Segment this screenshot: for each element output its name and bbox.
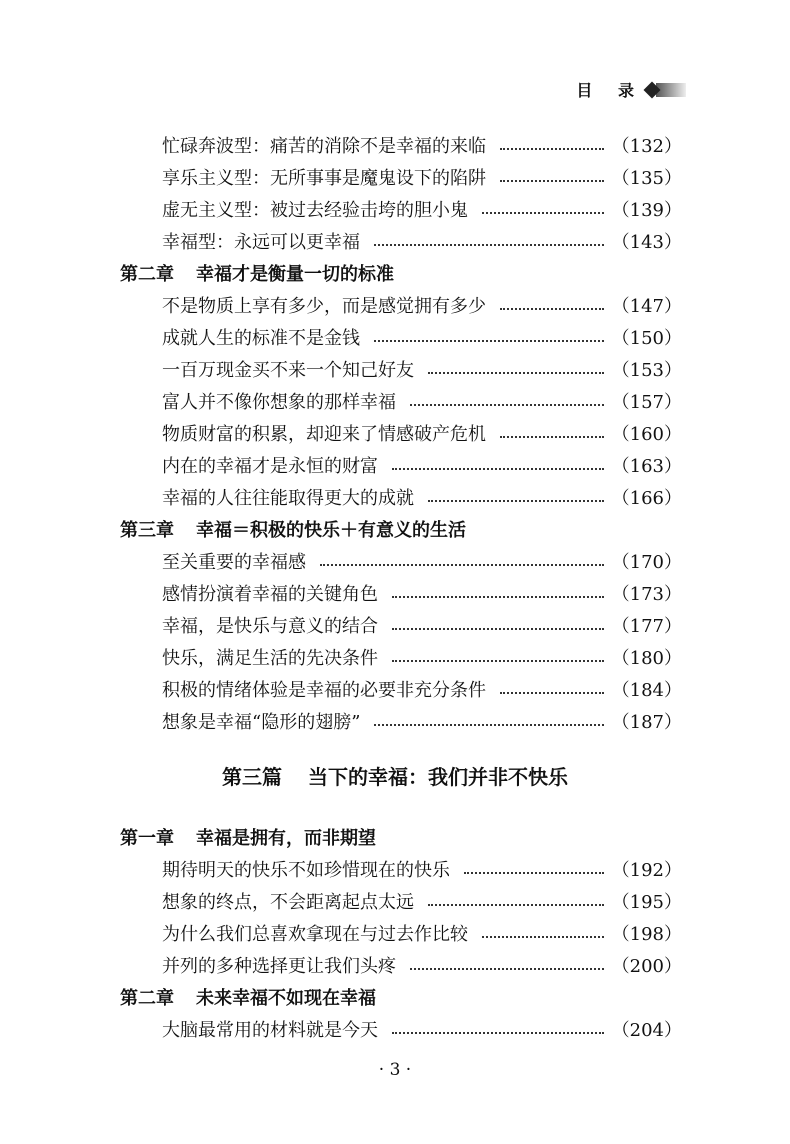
toc-entry[interactable] bbox=[162, 578, 682, 608]
entry-page: （173） bbox=[611, 584, 682, 605]
toc-entry[interactable] bbox=[162, 1014, 682, 1044]
dot-leader bbox=[500, 434, 604, 438]
entry-title: 至关重要的幸福感 bbox=[162, 552, 306, 573]
entry-page: （139） bbox=[611, 200, 682, 221]
chapter-heading[interactable] bbox=[120, 514, 466, 544]
chapter-title: 幸福＝积极的快乐＋有意义的生活 bbox=[196, 520, 466, 541]
dot-leader bbox=[410, 402, 604, 406]
entry-page: （195） bbox=[611, 892, 682, 913]
chapter-number: 第二章 bbox=[120, 264, 174, 285]
dot-leader bbox=[374, 338, 604, 342]
entry-title: 物质财富的积累，却迎来了情感破产危机 bbox=[162, 424, 486, 445]
entry-title: 为什么我们总喜欢拿现在与过去作比较 bbox=[162, 924, 468, 945]
chapter-title: 幸福是拥有，而非期望 bbox=[196, 828, 376, 849]
toc-entry[interactable] bbox=[162, 130, 682, 160]
dot-leader bbox=[320, 562, 604, 566]
chapter-heading[interactable] bbox=[120, 258, 394, 288]
toc-entry[interactable] bbox=[162, 642, 682, 672]
entry-page: （177） bbox=[611, 616, 682, 637]
entry-page: （135） bbox=[611, 168, 682, 189]
chapter-title: 未来幸福不如现在幸福 bbox=[196, 988, 376, 1009]
entry-title: 感情扮演着幸福的关键角色 bbox=[162, 584, 378, 605]
entry-title: 幸福的人往往能取得更大的成就 bbox=[162, 488, 414, 509]
chapter-heading[interactable] bbox=[120, 982, 376, 1012]
entry-page: （160） bbox=[611, 424, 682, 445]
dot-leader bbox=[392, 466, 604, 470]
dot-leader bbox=[428, 498, 604, 502]
dot-leader bbox=[500, 146, 604, 150]
entry-page: （204） bbox=[611, 1020, 682, 1041]
entry-page: （170） bbox=[611, 552, 682, 573]
toc-entry[interactable] bbox=[162, 674, 682, 704]
entry-page: （163） bbox=[611, 456, 682, 477]
entry-title: 不是物质上享有多少，而是感觉拥有多少 bbox=[162, 296, 486, 317]
dot-leader bbox=[374, 242, 604, 246]
chapter-number: 第一章 bbox=[120, 828, 174, 849]
entry-page: （132） bbox=[611, 136, 682, 157]
dot-leader bbox=[374, 722, 603, 726]
toc-entry[interactable] bbox=[162, 386, 682, 416]
entry-title: 富人并不像你想象的那样幸福 bbox=[162, 392, 396, 413]
toc-entry[interactable] bbox=[162, 546, 682, 576]
dot-leader bbox=[500, 306, 604, 310]
entry-page: （153） bbox=[611, 360, 682, 381]
entry-title: 积极的情绪体验是幸福的必要非充分条件 bbox=[162, 680, 486, 701]
entry-title: 想象是幸福“隐形的翅膀” bbox=[162, 712, 361, 733]
dot-leader bbox=[392, 1030, 604, 1034]
toc-entry[interactable] bbox=[162, 706, 682, 736]
entry-title: 想象的终点，不会距离起点太远 bbox=[162, 892, 414, 913]
entry-title: 成就人生的标准不是金钱 bbox=[162, 328, 360, 349]
entry-page: （187） bbox=[611, 712, 682, 733]
entry-page: （143） bbox=[611, 232, 682, 253]
entry-page: （192） bbox=[611, 860, 682, 881]
toc-entry[interactable] bbox=[162, 886, 682, 916]
chapter-number: 第三章 bbox=[120, 520, 174, 541]
entry-page: （200） bbox=[611, 956, 682, 977]
dot-leader bbox=[464, 870, 604, 874]
entry-title: 幸福型：永远可以更幸福 bbox=[162, 232, 360, 253]
toc-entry[interactable] bbox=[162, 854, 682, 884]
entry-title: 大脑最常用的材料就是今天 bbox=[162, 1020, 378, 1041]
toc-entry[interactable] bbox=[162, 418, 682, 448]
running-head bbox=[576, 78, 686, 101]
toc-entry[interactable] bbox=[162, 450, 682, 480]
entry-page: （198） bbox=[611, 924, 682, 945]
running-title: 目 录 bbox=[576, 81, 644, 100]
entry-title: 内在的幸福才是永恒的财富 bbox=[162, 456, 378, 477]
toc-entry[interactable] bbox=[162, 290, 682, 320]
entry-page: （184） bbox=[611, 680, 682, 701]
dot-leader bbox=[482, 210, 604, 214]
toc-entry[interactable] bbox=[162, 322, 682, 352]
dot-leader bbox=[482, 934, 604, 938]
entry-page: （147） bbox=[611, 296, 682, 317]
part-number: 第三篇 bbox=[222, 764, 282, 789]
toc-entry[interactable] bbox=[162, 610, 682, 640]
chapter-heading[interactable] bbox=[120, 822, 376, 852]
dot-leader bbox=[392, 626, 604, 630]
entry-page: （157） bbox=[611, 392, 682, 413]
dot-leader bbox=[428, 902, 604, 906]
entry-title: 幸福，是快乐与意义的结合 bbox=[162, 616, 378, 637]
toc-entry[interactable] bbox=[162, 194, 682, 224]
entry-page: （150） bbox=[611, 328, 682, 349]
dot-leader bbox=[500, 178, 604, 182]
entry-title: 虚无主义型：被过去经验击垮的胆小鬼 bbox=[162, 200, 468, 221]
toc-entry[interactable] bbox=[162, 918, 682, 948]
part-title: 当下的幸福：我们并非不快乐 bbox=[308, 764, 568, 789]
toc-entry[interactable] bbox=[162, 354, 682, 384]
dot-leader bbox=[392, 658, 604, 662]
toc-entry[interactable] bbox=[162, 162, 682, 192]
entry-title: 忙碌奔波型：痛苦的消除不是幸福的来临 bbox=[162, 136, 486, 157]
dot-leader bbox=[500, 690, 604, 694]
toc-entry[interactable] bbox=[162, 482, 682, 512]
dot-leader bbox=[392, 594, 604, 598]
entry-page: （180） bbox=[611, 648, 682, 669]
entry-title: 并列的多种选择更让我们头疼 bbox=[162, 956, 396, 977]
entry-page: （166） bbox=[611, 488, 682, 509]
part-heading[interactable] bbox=[0, 760, 790, 790]
entry-title: 期待明天的快乐不如珍惜现在的快乐 bbox=[162, 860, 450, 881]
chapter-title: 幸福才是衡量一切的标准 bbox=[196, 264, 394, 285]
dot-leader bbox=[428, 370, 604, 374]
entry-title: 一百万现金买不来一个知己好友 bbox=[162, 360, 414, 381]
chapter-number: 第二章 bbox=[120, 988, 174, 1009]
toc-entry[interactable] bbox=[162, 226, 682, 256]
toc-entry[interactable] bbox=[162, 950, 682, 980]
entry-title: 快乐，满足生活的先决条件 bbox=[162, 648, 378, 669]
dot-leader bbox=[410, 966, 604, 970]
entry-title: 享乐主义型：无所事事是魔鬼设下的陷阱 bbox=[162, 168, 486, 189]
page-number: · 3 · bbox=[378, 1060, 412, 1080]
